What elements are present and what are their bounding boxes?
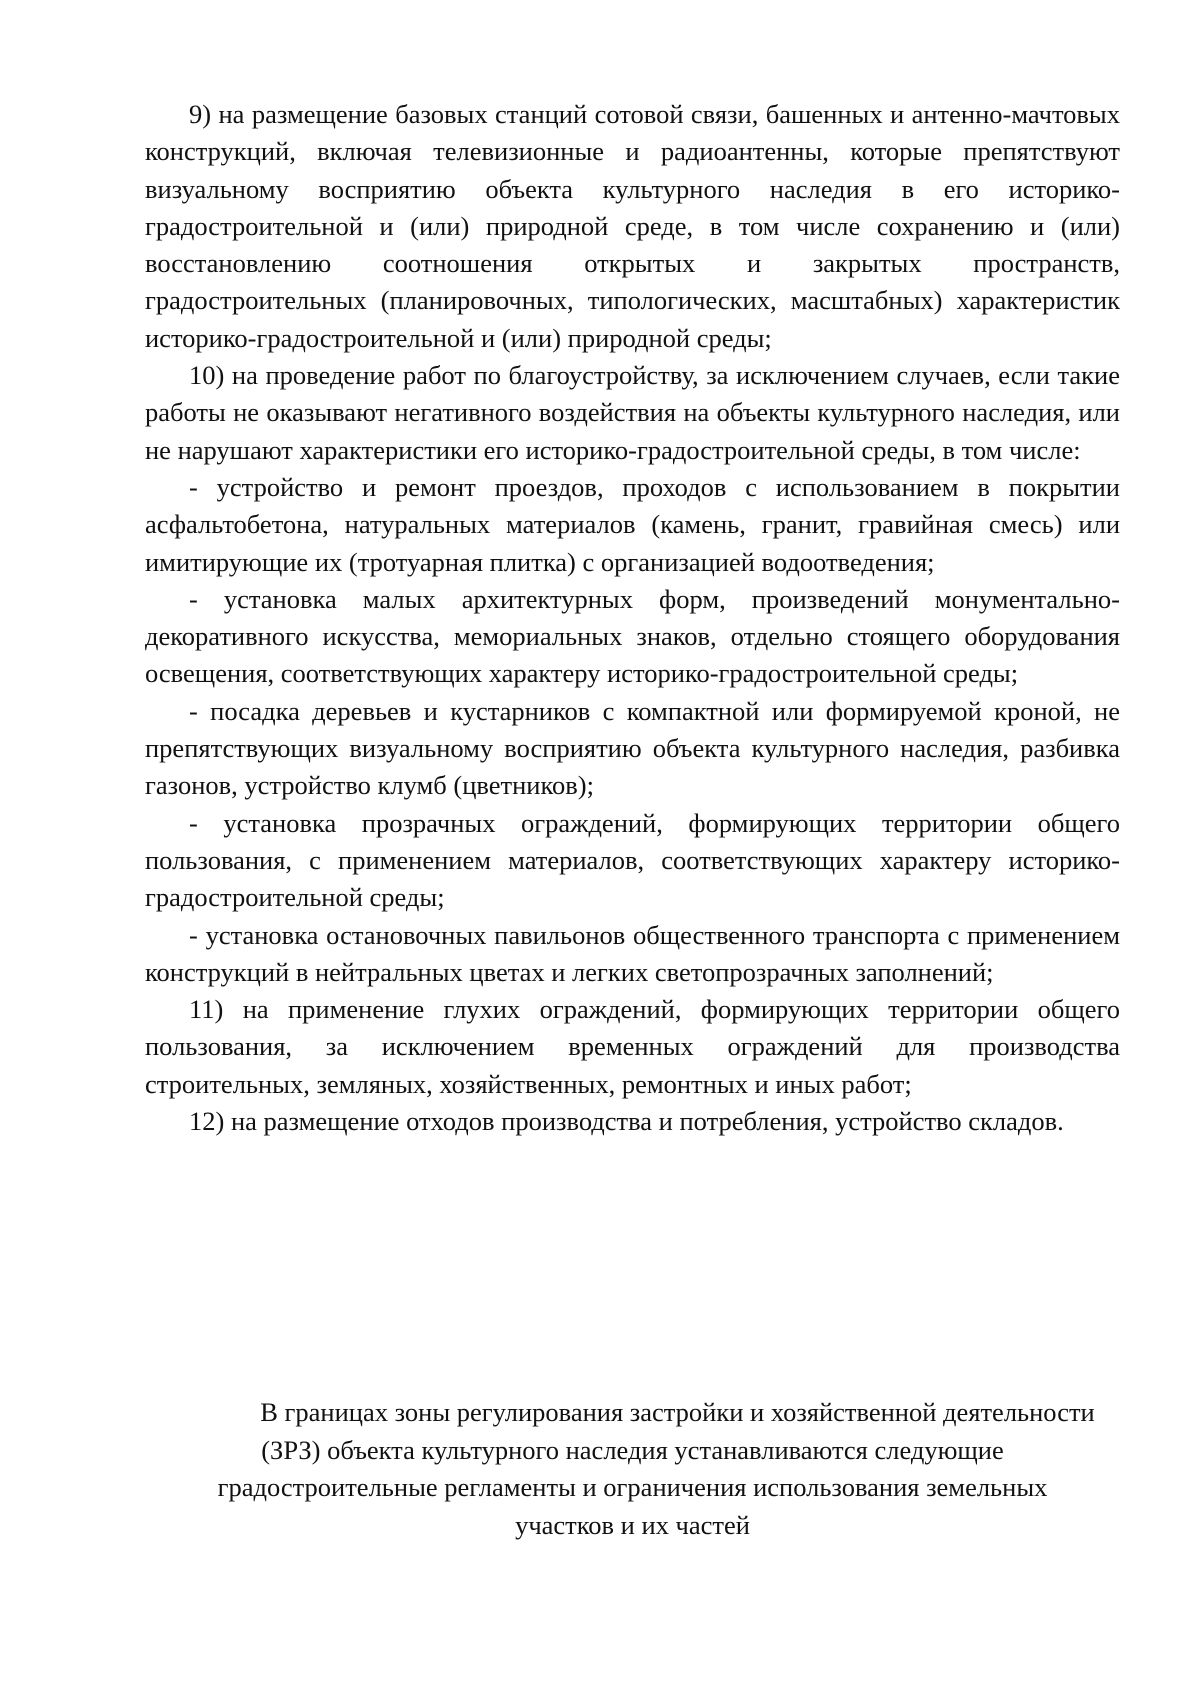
paragraph-subitem-small-forms: - установка малых архитектурных форм, произведений монументально-декоративного искусства, мемориальных знаков, отдельно стоящего оборудования освещения, соответствующих характеру историко-градостроительной среды;: [145, 583, 1120, 689]
section-heading-line: участков и их частей: [515, 1509, 750, 1540]
section-heading: [145, 1394, 1120, 1544]
paragraph-item-9: 9) на размещение базовых станций сотовой связи, башенных и антенно-мачтовых конструкций, включая телевизионные и радиоантенны, которые препятствуют визуальному восприятию объекта культурного наследия в его историко-градостроительной и (или) природной среде, в том числе сохранению и (или) восстановлению соотношения открытых и закрытых пространств, градостроительных (планировочных, типологических, масштабных) характеристик историко-градостроительной и (или) природной среды;: [145, 99, 1120, 353]
document-body: [145, 96, 1120, 1140]
section-heading-line: градостроительные регламенты и ограничения использования земельных: [217, 1472, 1048, 1502]
section-heading-line: (ЗРЗ) объекта культурного наследия устанавливаются следующие: [261, 1434, 1004, 1465]
paragraph-subitem-pavilions: - установка остановочных павильонов общественного транспорта с применением конструкций в нейтральных цветах и легких светопрозрачных заполнений;: [145, 919, 1120, 987]
paragraph-subitem-fences: - установка прозрачных ограждений, формирующих территории общего пользования, с применением материалов, соответствующих характеру историко-градостроительной среды;: [145, 807, 1120, 913]
paragraph-item-12: 12) на размещение отходов производства и потребления, устройство складов.: [189, 1106, 1064, 1137]
paragraph-item-10: 10) на проведение работ по благоустройству, за исключением случаев, если такие работы не оказывают негативного воздействия на объекты культурного наследия, или не нарушают характеристики его историко-градостроительной среды, в том числе:: [145, 360, 1120, 465]
section-heading-line: В границах зоны регулирования застройки и хозяйственной деятельности: [260, 1397, 1095, 1427]
paragraph-subitem-planting: - посадка деревьев и кустарников с компактной или формируемой кроной, не препятствующих визуальному восприятию объекта культурного наследия, разбивка газонов, устройство клумб (цветников);: [145, 695, 1120, 801]
paragraph-item-11: 11) на применение глухих ограждений, формирующих территории общего пользования, за исключением временных ограждений для производства строительных, земляных, хозяйственных, ремонтных и иных работ;: [145, 994, 1120, 1099]
paragraph-subitem-roads: - устройство и ремонт проездов, проходов с использованием в покрытии асфальтобетона, натуральных материалов (камень, гранит, гравийная смесь) или имитирующие их (тротуарная плитка) с организацией водоотведения;: [145, 471, 1120, 577]
